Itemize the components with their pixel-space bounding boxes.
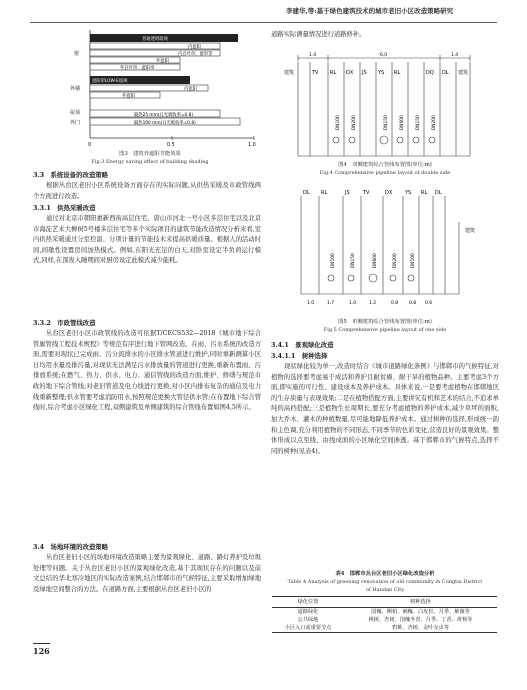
fig3-category-label: 外门 [70, 120, 81, 126]
para-intro: 根据丛台区老旧小区系统设备方面存在的实际问题,从供热采暖及市政管线两个方面进行改造。 [33, 182, 261, 200]
fig3-tick: 0.5 [167, 143, 175, 148]
table-cell: 碧桃、杏树、金叶女贞等 [344, 624, 497, 633]
fig3-category-label: 窗 [74, 51, 80, 57]
section-3-3-1-title: 3.3.1 供热采暖改造 [33, 204, 96, 212]
header-rule [30, 22, 497, 23]
table-cell: 国槐、侧柏、刺槐、白皮松、月季、紫薇等 [371, 609, 470, 615]
para-tree: 现状绿化较为单一,改造时结合《城市道路绿化条例》与邯郸市的气候特征,对植物的选择要考虑易于成活和养护且耐贫瘠、耐干旱的植物品种。主要考虑3个方面,即实施的可行性、建设成本及养护成本。具体来说,一是要考虑植物在邯郸地区的生存质量与表现效果;二是在植物搭配方面,主要讲究有机和艺术的结合,不追求单纯的高档搭配;三是植物生长周期长,要充分考虑植物的养护成本,减少草坪的面积,加大乔木、灌木的种植数量,尽可能地降低养护成本。通过树种的选择,形成统一韵和主色调,充分利用植物的不同形态,不同季节的色彩变化,营造良好的景观效果。整体形成以点至线、由线成面的小区绿化空间渗透。基于邯郸市的气候特点,选择不同的树种(见表4)。 [271, 363, 499, 455]
fig4-label: 建筑 [284, 70, 295, 76]
fig3-bar-label: 隔热100 mm(日光吸收率=0.8) [134, 121, 196, 126]
table4-title-cn: 表4 邯郸市丛台区老旧小区绿化改造分析 [335, 571, 435, 577]
table-header-row [272, 597, 497, 608]
fig5-dim: 0.8 [391, 301, 399, 306]
fig5-dim: 1.2 [369, 301, 377, 306]
section-3-3-2-title: 3.3.2 市政管线改造 [33, 319, 96, 327]
fig3-tick: 1.0 [248, 143, 256, 148]
table-row [272, 624, 497, 633]
fig5-dim: 1.0 [307, 301, 315, 306]
header-title: 李建华,等:基于绿色建筑技术的城市老旧小区改造策略研究 [286, 7, 454, 15]
fig3-bar-label: 外百叶帘、遮阳帘 [120, 66, 155, 71]
fig5-label: DL [303, 190, 310, 196]
fig3-bar-label: 遮阳帘LOW-E玻璃 [92, 79, 128, 84]
fig3-bar-label: 内遮阳 [188, 45, 201, 50]
fig5-dim: 1.7 [327, 301, 335, 306]
fig5-label: YS [405, 190, 412, 196]
para-pipe: 丛台区老旧小区市政管线的改造可依据T/CECS532—2018《城市地下综合管廊管线工程技术规程》等规范有序进行地下管网改造。在雨、污水系统的改造方面,需要对现状已完成雨、污分流排水的小区排水管道进行维护,同时重新测算小区日均用水量及排污量,对现状无法满足污水排放量的管道进行更换,重新布置雨、污排放系统;在燃气、热力、供水、电力、通信管线的改造方面,维护、修缮与规范市政的地下综合管线;对老旧管道及电力线进行更换,对小区内排布复杂的通信及电力线重新整理;供水管要考虑消防用水,按照规范更换大管径供水管;在布置地下综合管线时,综合考虑小区绿化工程,双侧建筑及单侧建筑的综合管线布置如图4,5所示。 [33, 330, 261, 412]
table-cell: 公共绿地 [297, 617, 319, 623]
fig5-dim: 0.6 [425, 301, 433, 306]
fig3-caption-en: Fig.3 Energy saving effect of building shading [91, 159, 209, 165]
fig5-building-label: 建筑 [465, 228, 476, 234]
fig3-bar-label: 内百叶帘、窗帘等 [178, 52, 213, 57]
section-3-4-1-title: 3.4.1 景观绿化改造 [271, 341, 334, 349]
figure-3-shading-chart [60, 28, 260, 150]
fig4-pipe: DN150 [384, 115, 389, 130]
fig4-label: RL [330, 70, 337, 76]
fig5-pipe: DN100 [411, 253, 416, 268]
fig3-bar-label: 外遮阳 [122, 94, 135, 99]
fig4-label: TV [312, 70, 319, 76]
fig4-label: YS [378, 70, 385, 76]
fig4-label: JS [362, 70, 367, 76]
table-cell: 小区入口或重要节点 [272, 624, 344, 633]
table-row [272, 608, 497, 617]
table-4 [272, 596, 497, 633]
fig5-caption-cn: 图5 单侧建筑综合管线布置图(单位:m) [338, 319, 432, 325]
fig4-dim-top: 6.0 [380, 53, 388, 58]
fig4-label: DQ [426, 70, 434, 76]
para-road-top: 道路实际测量情况进行道路修补。 [271, 31, 366, 38]
fig4-caption-en: Fig.4 Comprehensive pipeline layout of double side [319, 170, 451, 176]
fig4-caption-cn: 图4 双侧建筑综合管线布置图(单位:m) [338, 162, 432, 168]
fig3-bar-label: 外遮阳 [156, 59, 169, 64]
para-site: 丛台区老旧小区的场地环境改造策略主要为景观绿化、道路、路灯养护及垃圾处理等问题。关于丛台区老旧小区的景观绿化改造,基于其现状存在的问题以及前文总结的华北寒冷地区的实际改造案例,结合邯郸市的气候特征,主要采取增加绿地及绿地空间整合的方法。在道路方面,主要根据丛台区老旧小区的 [33, 554, 261, 593]
fig5-label: DL [435, 190, 442, 196]
fig3-category-label: 屋顶 [70, 110, 81, 116]
fig3-bar-label: 隔热25 mm(日光吸收率=0.8) [134, 113, 194, 118]
table-header: 树种选择 [344, 597, 497, 608]
fig5-dim: 1.0 [349, 301, 357, 306]
fig3-caption-cn: 图3 建筑外遮阳节能效果 [119, 151, 181, 157]
fig4-label: DL [442, 70, 449, 76]
fig4-pipe: DN100 [336, 115, 341, 130]
fig5-pipe: DN100 [331, 253, 336, 268]
figure-4-double-side-pipeline [280, 52, 490, 160]
table-cell: 桃树、杏树、国槐冬青、月季、丁香、黄杨等 [368, 617, 473, 623]
fig3-tick: 0 [88, 143, 92, 148]
table-row [272, 616, 497, 624]
fig4-pipe: DN600 [400, 115, 405, 130]
fig5-label: DX [385, 190, 393, 196]
fig5-caption-en: Fig.5 Comprehensive pipeline layout of one side [323, 327, 447, 333]
fig4-pipe: DN150 [416, 115, 421, 130]
para-heating: 通过对北京市朝阳惠新西街高层住宅、唐山市河北一号小区多层住宅以及北京市海淀艺术大柳树5号楼多层住宅等多个实际项目的建筑节能改造情况分析来看,室内供热采暖通过分室控温、分项计量的节能技术来提高供暖质量。根据人的活动时间,间歇性设置房间加热模式。例如,在阳光充足的白天,对卧室设定半负荷运行模式,同样,在深夜入睡期间对厨房设定此模式减少能耗。 [33, 215, 261, 265]
fig3-category-label: 外墙 [70, 86, 81, 92]
figure-5-single-side-pipeline [285, 182, 495, 317]
fig4-dim-top: 1.4 [309, 53, 317, 58]
fig5-pipe: DN600 [373, 253, 378, 268]
table-header: 绿化位置 [272, 597, 344, 608]
page-header [0, 4, 527, 18]
section-3-3-title: 3.3 系统设备的改造策略 [33, 171, 109, 179]
fig5-label: JS [345, 190, 350, 196]
fig4-pipe: DN200 [352, 115, 357, 130]
table4-title-en: Table 4 Analysis of greening renovation of old community in Congtai District of Handan City [287, 579, 483, 593]
fig5-pipe: DN200 [393, 253, 398, 268]
section-3-4-1-1-title: 3.4.1.1 树种选择 [271, 352, 328, 360]
fig3-bar-label: 内遮阳 [184, 87, 197, 92]
fig5-dim: 0.8 [409, 301, 417, 306]
fig4-pipe: DN200 [432, 115, 437, 130]
fig5-label: RL [321, 190, 328, 196]
fig5-label: TV [363, 190, 370, 196]
fig5-pipe: DN150 [351, 253, 356, 268]
fig5-label: RL [421, 190, 428, 196]
fig4-label: RL [394, 70, 401, 76]
fig4-label: 建筑 [458, 70, 469, 76]
table-cell: 道路绿化 [297, 609, 319, 615]
fig4-dim-top: 1.4 [451, 53, 459, 58]
fig3-bar-label: 普通透明玻璃 [142, 37, 168, 42]
section-3-4-title: 3.4 场地环境的改造策略 [33, 543, 109, 551]
fig4-label: DX [346, 70, 354, 76]
page-number: 126 [33, 643, 50, 656]
